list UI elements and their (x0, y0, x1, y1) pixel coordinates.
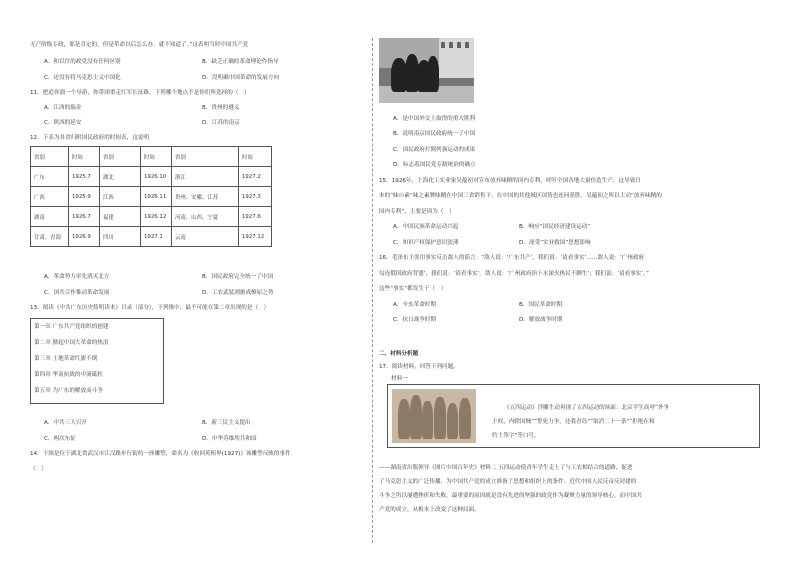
material-box (387, 384, 760, 448)
q16-stem-3: 这些“事实”都发生于（ ） (379, 286, 447, 292)
table-cell: 广东 (31, 167, 69, 187)
q14-option-b: B．说明南京国民政府统一了中国 (393, 131, 476, 137)
q13-option-c: C．两次东征 (44, 436, 76, 442)
q14-option-a: A．是中国外交上取得的重大胜利 (393, 116, 476, 122)
q16-stem-1: 16．毛泽东主张用事实反击敌人的谣言：“敌人说：‘广东共产’，我们说：‘请看事实’……敌人说：‘广州政府 (379, 255, 645, 261)
table-cell: 1925.9 (69, 187, 100, 207)
q10-option-b: B．缺乏正确的革命理论作指导 (202, 59, 279, 65)
table-cell: 甘肃、青海 (31, 227, 69, 247)
table-cell: 1925.7 (69, 167, 100, 187)
table-cell: 1926.11 (141, 187, 172, 207)
q11-stem: 11．把追你溜一个导游，你带团重走红军长征路，下列哪个地点不是你们所选择的（ ） (30, 90, 250, 96)
q15-option-d: D．深受“实业救国”思想影响 (519, 240, 591, 246)
sculpture-photo (379, 38, 474, 103)
q12-option-b: B．国民政府完全统一了中国 (202, 274, 273, 280)
table-row (31, 187, 272, 207)
q10-option-d: D．没明确中国革命的发展方向 (202, 75, 280, 81)
table-cell: 湖南 (31, 207, 69, 227)
table-cell: 广西 (31, 187, 69, 207)
q15-stem-1: 15．1926年，上海化工实业家吴蕴初对宣布放弃味精的国内专利，呼吁全国各地大量仿造生产，这导致日 (379, 178, 641, 184)
q14-blank: （ ） (30, 466, 47, 472)
q16-option-d: D．解放战争时期 (519, 317, 563, 323)
q15-stem-3: 国内专利”，主要是因为（ ） (379, 209, 455, 215)
province-table (30, 146, 272, 247)
table-cell: 1927.3 (239, 187, 272, 207)
material-one-label: 材料一 (391, 376, 408, 382)
table-cell: 四川 (100, 227, 141, 247)
catalog-item: 第三章 土地革命红旗不倒 (34, 356, 98, 362)
table-header-cell: 时间 (239, 147, 272, 167)
table-header-row (31, 147, 272, 167)
table-cell: 江西 (100, 187, 141, 207)
q11-option-b: B．贵州的遵义 (202, 105, 240, 111)
q10-continuation: 无产阶级专政，那是肯定的，但是革命以后怎么办，就不知道了。”这表明当时中国共产党 (30, 42, 249, 48)
source-line: 产党的成立，从根本上改变了这种局面。 (379, 507, 480, 513)
table-header-cell: 时间 (141, 147, 172, 167)
q13-stem: 13．阅读《中共广东历史简明读本》目录（部分），下列推中，最不可能在第二章出现的是（ ） (30, 305, 270, 311)
q17-stem: 17．阅读材料，回答下列问题。 (379, 364, 459, 370)
table-cell: 1926.7 (69, 207, 100, 227)
source-line: 了马克思主义的广泛传播，为中国共产党的成立准备了思想和组织上的条件。近代中国人民反帝反封建的 (379, 479, 637, 485)
table-cell: 1927.6 (239, 207, 272, 227)
source-line: 斗争之所以屡遭挫折和失败，最重要的原因就是没有先进的坚强的政党作为凝聚力量的领导核心。而中国共 (379, 493, 642, 499)
catalog-item: 第二章 掀起中国大革命的热浪 (34, 340, 109, 346)
q11-option-d: D．江苏的南京 (202, 120, 240, 126)
q16-option-c: C．抗日战争时期 (393, 317, 437, 323)
q10-option-a: A．和以往的政党没有任何区别 (44, 59, 121, 65)
table-row (31, 227, 272, 247)
q13-option-a: A．中共三大召开 (44, 420, 87, 426)
material-text-line: 约上签字”等口号。 (492, 433, 540, 439)
q12-stem: 12．下表为各省归附国民政府的时间表，这说明 (30, 135, 149, 141)
material-text-line: 《五四运动》浮雕生动再现了五四运动的场面：北京学生高呼“外争 (504, 405, 670, 411)
table-cell: 福建 (100, 207, 141, 227)
q15-option-c: C．知识产权保护意识淡薄 (393, 240, 459, 246)
may-fourth-relief-image (392, 389, 476, 443)
catalog-item: 第五章 为广东的解放而斗争 (34, 388, 103, 394)
q16-option-a: A．辛亥革命时期 (393, 302, 436, 308)
table-cell: 1926.10 (141, 167, 172, 187)
table-cell: 贵州、安徽、江苏 (172, 187, 239, 207)
column-divider (372, 38, 373, 543)
source-line: ——湖南省出版领导《图片中国百年史》材料二 五四运动使青年学生走上了与工农相结合的道路，促进 (379, 465, 633, 471)
catalog-item: 第一章 广东共产党组织的创建 (34, 324, 109, 330)
table-cell: 1926.12 (141, 207, 172, 227)
table-cell: 湖北 (100, 167, 141, 187)
table-cell: 云南 (172, 227, 239, 247)
q10-option-c: C．还没有将马克思主义中国化 (44, 75, 121, 81)
q14-option-c: C．国民政府打倒列强运动的成果 (393, 147, 476, 153)
table-cell: 河南、山西、宁夏 (172, 207, 239, 227)
q14-option-d: D．标志着国民党专制统治的确立 (393, 162, 476, 168)
q12-option-d: D．工农武装割据成燎原之势 (202, 290, 274, 296)
q14-stem: 14．下图是位于湖北省武汉市江汉路步行街的一座雕塑，命名为《收回英租界(1927)》该雕塑反映的事件 (30, 451, 291, 457)
table-row (31, 207, 272, 227)
table-row (31, 167, 272, 187)
table-header-cell: 省别 (31, 147, 69, 167)
q15-option-a: A．中国民族革命运动兴起 (393, 224, 459, 230)
table-header-cell: 省别 (172, 147, 239, 167)
q12-option-c: C．国共合作推动革命发展 (44, 290, 110, 296)
q16-stem-2: 勾连俄国政府背盟’，我们说：‘请看事实’。敌人说：‘广州政府治下水深火热民不聊生’；我们说：‘请看事实’。” (379, 271, 649, 277)
q13-option-b: B．新三民主义提出 (202, 420, 251, 426)
table-header-cell: 省别 (100, 147, 141, 167)
table-cell: 1927.1 (141, 227, 172, 247)
q11-option-c: C．陕西的延安 (44, 120, 82, 126)
q15-option-b: B．响应“国民经济建设运动” (519, 224, 591, 230)
catalog-item: 第四章 华南抗战的中流砥柱 (34, 372, 103, 378)
table-cell: 1926.9 (69, 227, 100, 247)
q13-option-d: D．中华苏维埃共和国 (202, 436, 257, 442)
q12-option-a: A．革命势力率先消灭北方 (44, 274, 110, 280)
table-header-cell: 时间 (69, 147, 100, 167)
table-cell: 浙江 (172, 167, 239, 187)
q15-stem-2: 本的“味の素”味之素牌味精在中国三省销售下，在中国的其他域区国货也连同获胜。吴蕴初之所以主动“放弃味精的 (379, 193, 662, 199)
section-title: 二、材料分析题 (379, 351, 419, 357)
table-cell: 1927.12 (239, 227, 272, 247)
material-text-line: 主权，内除国贼”“誓死力争，还我青岛”“取消二十一条”“拒绝在和 (492, 419, 655, 425)
table-cell: 1927.2 (239, 167, 272, 187)
catalog-box (30, 318, 164, 404)
q16-option-b: B．国民革命时期 (519, 302, 562, 308)
q11-option-a: A．江西的瑞金 (44, 105, 82, 111)
